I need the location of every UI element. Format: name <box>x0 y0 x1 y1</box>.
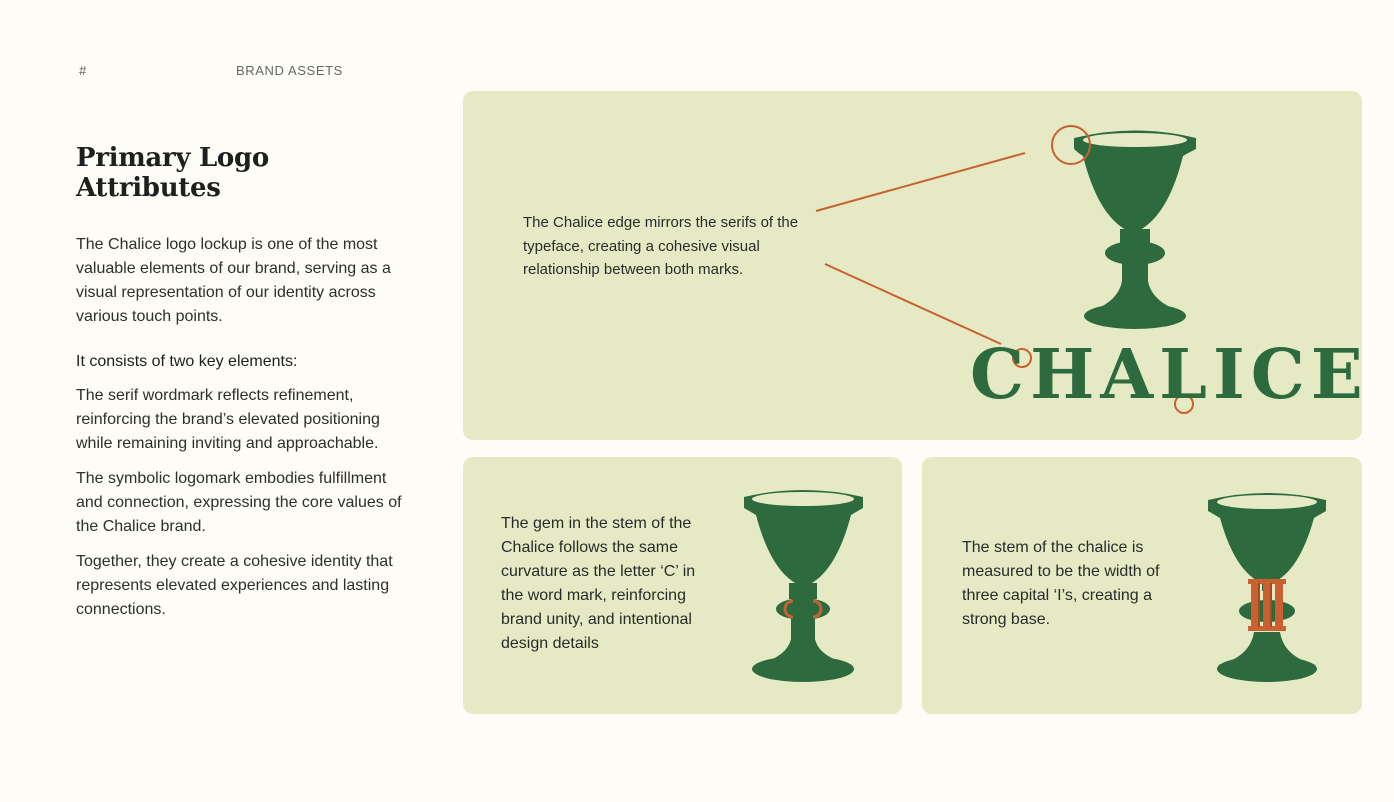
edge-description: The Chalice edge mirrors the serifs of the typeface, creating a cohesive visual relationship between both marks. <box>523 214 799 278</box>
attributes-column <box>76 143 416 633</box>
logomark-paragraph: The symbolic logomark embodies fulfillment and connection, expressing the core values of the Chalice brand. <box>76 470 402 535</box>
key-elements-heading: It consists of two key elements: <box>76 353 298 370</box>
page-number: # <box>79 63 87 78</box>
stem-width-card <box>922 457 1362 714</box>
wordmark-paragraph: The serif wordmark reflects refinement, reinforcing the brand’s elevated positioning while remaining inviting and approachable. <box>76 387 380 452</box>
edge-serif-card <box>463 91 1369 440</box>
intro-paragraph: The Chalice logo lockup is one of the most valuable elements of our brand, serving as a visual representation of our identity across various touch points. <box>76 236 391 325</box>
three-i-measure <box>1248 579 1286 631</box>
gem-curvature-card <box>463 457 902 714</box>
together-paragraph: Together, they create a cohesive identity that represents elevated experiences and lasting connections. <box>76 553 393 618</box>
chalice-stem-icon <box>922 457 1362 714</box>
gem-description: The gem in the stem of the Chalice follows the same curvature as the letter ‘C’ in the word mark, reinforcing brand unity, and intentional design details <box>501 515 696 652</box>
chalice-gem-icon <box>463 457 902 714</box>
callout-line-top <box>816 153 1025 211</box>
section-title: BRAND ASSETS <box>236 63 343 78</box>
page-title: Primary Logo Attributes <box>76 143 269 203</box>
stem-description: The stem of the chalice is measured to be the width of three capital ‘I’s, creating a strong base. <box>962 539 1160 628</box>
chalice-wordmark: CHALICE <box>970 335 1369 415</box>
callout-line-bottom <box>825 264 1001 344</box>
